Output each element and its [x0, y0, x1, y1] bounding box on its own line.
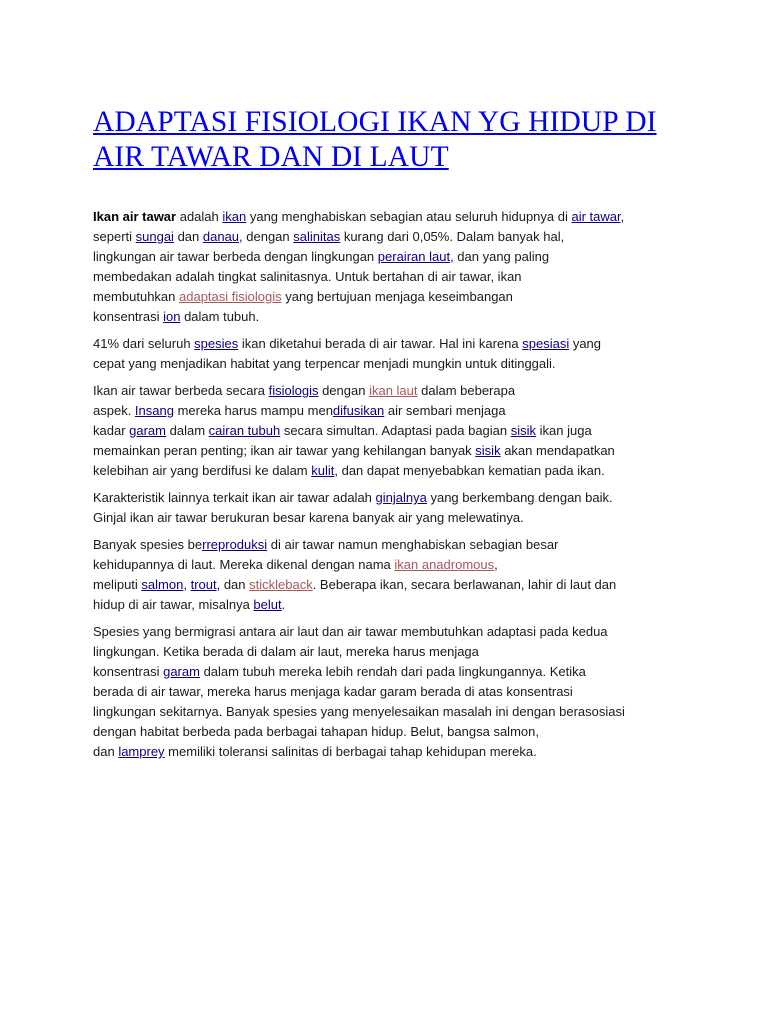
title-link[interactable]: ADAPTASI FISIOLOGI IKAN YG HIDUP DI AIR TAWAR DAN DI LAUT: [93, 106, 657, 173]
inline-link[interactable]: air tawar: [571, 209, 621, 224]
text-run: yang berkembang dengan baik.: [426, 490, 613, 505]
text-run: , dan: [216, 577, 250, 592]
text-run: ikan diketahui berada di air tawar. Hal ini karena: [238, 336, 523, 351]
text-run: dalam tubuh mereka lebih rendah dari pada lingkungannya. Ketika: [199, 664, 586, 679]
text-run: kelebihan air yang berdifusi ke dalam: [93, 463, 312, 478]
inline-link[interactable]: fisiologis: [268, 383, 319, 398]
text-run: adalah: [176, 209, 223, 224]
text-run: memiliki toleransi salinitas di berbagai tahap kehidupan mereka.: [164, 744, 537, 759]
text-run: secara simultan. Adaptasi pada bagian: [280, 423, 511, 438]
text-run: seperti: [93, 229, 136, 244]
paragraph: [93, 622, 683, 762]
text-run: Banyak spesies be: [93, 537, 203, 552]
inline-link[interactable]: difusikan: [332, 403, 385, 418]
text-run: dengan habitat berbeda pada berbagai tahapan hidup. Belut, bangsa salmon,: [93, 724, 539, 739]
inline-link[interactable]: kulit: [311, 463, 335, 478]
text-run: aspek.: [93, 403, 135, 418]
inline-link[interactable]: spesies: [194, 336, 239, 351]
text-run: membedakan adalah tingkat salinitasnya. Untuk bertahan di air tawar, ikan: [93, 269, 522, 284]
inline-link[interactable]: danau: [202, 229, 240, 244]
text-run: hidup di air tawar, misalnya: [93, 597, 254, 612]
text-run: .: [281, 597, 286, 612]
text-run: lingkungan. Ketika berada di dalam air laut, mereka harus menjaga: [93, 644, 479, 659]
text-run: ,: [494, 557, 498, 572]
text-run: dalam: [166, 423, 209, 438]
inline-link[interactable]: trout: [190, 577, 217, 592]
text-run: dan: [173, 229, 203, 244]
inline-link[interactable]: cairan tubuh: [208, 423, 281, 438]
text-run: , dengan: [239, 229, 294, 244]
paragraph: [93, 207, 683, 327]
text-run: . Beberapa ikan, secara berlawanan, lahir di laut dan: [312, 577, 617, 592]
inline-link[interactable]: ikan: [222, 209, 247, 224]
paragraph: [93, 334, 683, 374]
inline-link[interactable]: Insang: [134, 403, 174, 418]
paragraph: [93, 488, 683, 528]
text-run: kurang dari 0,05%. Dalam banyak hal,: [340, 229, 565, 244]
inline-link[interactable]: salmon: [141, 577, 184, 592]
inline-link[interactable]: lamprey: [118, 744, 165, 759]
inline-link[interactable]: ion: [163, 309, 181, 324]
text-run: , dan yang paling: [450, 249, 550, 264]
inline-link[interactable]: perairan laut: [377, 249, 451, 264]
text-run: memainkan peran penting; ikan air tawar yang kehilangan banyak: [93, 443, 476, 458]
text-run: Ginjal ikan air tawar berukuran besar karena banyak air yang melewatinya.: [93, 510, 524, 525]
inline-link[interactable]: sisik: [475, 443, 501, 458]
inline-link[interactable]: adaptasi fisiologis: [179, 289, 282, 304]
text-run: dan: [93, 744, 119, 759]
text-run: 41% dari seluruh: [93, 336, 195, 351]
text-run: konsentrasi: [93, 309, 164, 324]
text-run: Ikan air tawar berbeda secara: [93, 383, 269, 398]
inline-link[interactable]: sungai: [135, 229, 174, 244]
text-run: ,: [183, 577, 191, 592]
text-run: konsentrasi: [93, 664, 164, 679]
text-run: berada di air tawar, mereka harus menjaga kadar garam berada di atas konsentrasi: [93, 684, 573, 699]
inline-link[interactable]: belut: [253, 597, 282, 612]
text-run: air sembari menjaga: [384, 403, 506, 418]
inline-link[interactable]: ikan anadromous: [394, 557, 495, 572]
text-run: kadar: [93, 423, 130, 438]
text-run: yang: [569, 336, 602, 351]
inline-link[interactable]: salinitas: [293, 229, 341, 244]
text-run: , dan dapat menyebabkan kematian pada ikan.: [334, 463, 605, 478]
inline-link[interactable]: garam: [163, 664, 200, 679]
bold-term: Ikan air tawar: [93, 209, 177, 224]
inline-link[interactable]: ikan laut: [369, 383, 418, 398]
text-run: dalam tubuh.: [180, 309, 260, 324]
text-run: yang menghabiskan sebagian atau seluruh hidupnya di: [246, 209, 572, 224]
text-run: lingkungan air tawar berbeda dengan lingkungan: [93, 249, 378, 264]
text-run: meliputi: [93, 577, 142, 592]
text-run: akan mendapatkan: [500, 443, 615, 458]
inline-link[interactable]: ginjalnya: [375, 490, 427, 505]
text-run: Karakteristik lainnya terkait ikan air tawar adalah: [93, 490, 376, 505]
text-run: Spesies yang bermigrasi antara air laut dan air tawar membutuhkan adaptasi pada kedua: [93, 624, 608, 639]
text-run: ,: [620, 209, 625, 224]
text-run: dalam beberapa: [417, 383, 516, 398]
text-run: cepat yang menjadikan habitat yang terpencar menjadi mungkin untuk ditinggali.: [93, 356, 556, 371]
page-title: [93, 105, 683, 175]
text-run: membutuhkan: [93, 289, 179, 304]
paragraph: [93, 381, 683, 481]
text-run: dengan: [318, 383, 370, 398]
text-run: kehidupannya di laut. Mereka dikenal dengan nama: [93, 557, 395, 572]
text-run: ikan juga: [536, 423, 592, 438]
inline-link[interactable]: garam: [129, 423, 166, 438]
paragraph: [93, 535, 683, 615]
article-body: [93, 207, 683, 769]
inline-link[interactable]: stickleback: [249, 577, 313, 592]
text-run: lingkungan sekitarnya. Banyak spesies yang menyelesaikan masalah ini dengan berasosiasi: [93, 704, 625, 719]
text-run: yang bertujuan menjaga keseimbangan: [281, 289, 513, 304]
inline-link[interactable]: rreproduksi: [202, 537, 268, 552]
text-run: mereka harus mampu men: [173, 403, 333, 418]
text-run: di air tawar namun menghabiskan sebagian besar: [267, 537, 559, 552]
inline-link[interactable]: spesiasi: [522, 336, 570, 351]
inline-link[interactable]: sisik: [510, 423, 537, 438]
